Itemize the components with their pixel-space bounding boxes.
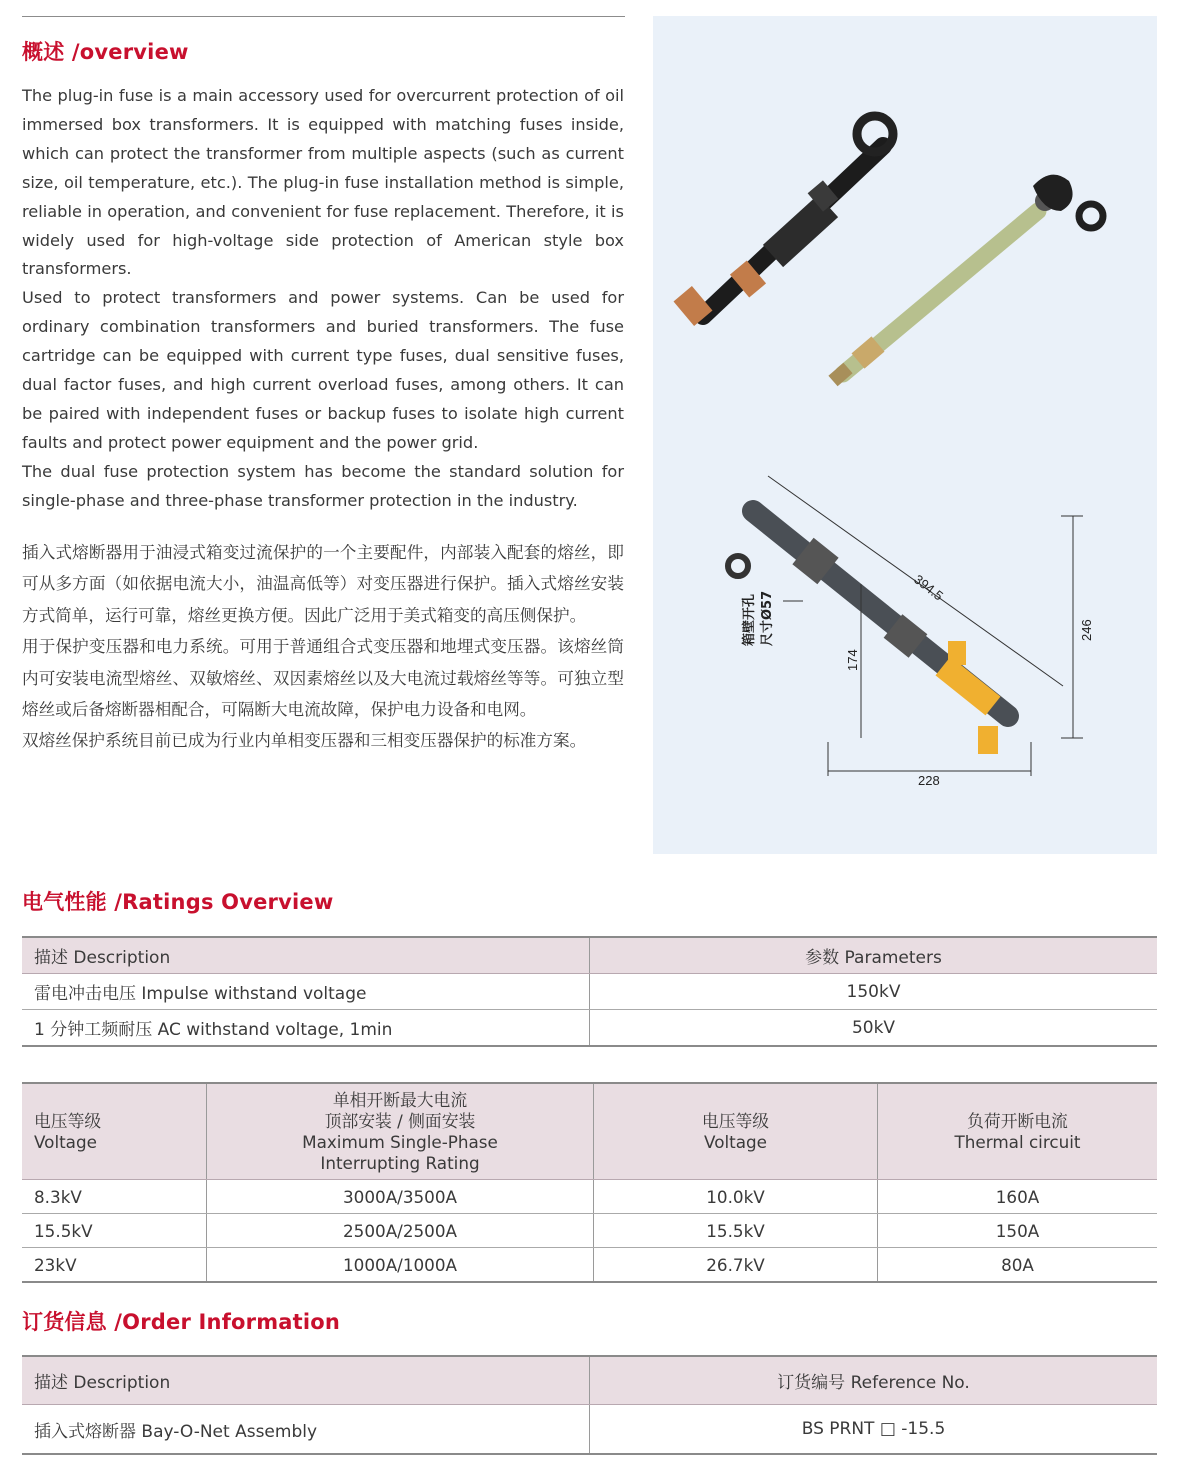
cell: 150A — [878, 1214, 1158, 1248]
table-row — [22, 1214, 1157, 1248]
en-paragraph: The plug-in fuse is a main accessory used for overcurrent protection of oil immersed box transformers. It is equipped with matching fuses inside, which can protect the transformer from multiple aspects (such as current size, oil temperature, etc.). The plug-in fuse installation method is simple, reliable in operation, and convenient for fuse replacement. Therefore, it is widely used for high-voltage side protection of American style box transformers. — [22, 86, 624, 279]
en-paragraph: The dual fuse protection system has become the standard solution for single-phase and three-phase transformer protection in the industry. — [22, 461, 624, 510]
header-line: Voltage — [34, 1131, 97, 1152]
header-voltage — [22, 1083, 207, 1180]
cell: 23kV — [34, 1254, 77, 1275]
cell: 26.7kV — [594, 1248, 878, 1283]
cell: BS PRNT □ -15.5 — [590, 1405, 1158, 1455]
product-figure — [653, 16, 1157, 854]
header-line: Thermal circuit — [954, 1131, 1081, 1152]
header-line: 电压等级 — [34, 1110, 102, 1131]
table-header-row — [22, 937, 1157, 974]
overview-heading: 概述 /overview — [22, 40, 189, 64]
ratings-heading: 电气性能 /Ratings Overview — [22, 890, 334, 914]
header-max-interrupting — [207, 1083, 594, 1180]
cell: 15.5kV — [22, 1214, 207, 1248]
interrupting-rating-table — [22, 1082, 1157, 1283]
overview-chinese-text — [22, 537, 624, 757]
table-row — [22, 1180, 1157, 1214]
ratings-table — [22, 936, 1157, 1047]
black-fuse-holder-image — [674, 116, 893, 326]
cell: 插入式熔断器 Bay-O-Net Assembly — [34, 1421, 318, 1442]
wall-hole-label-2: 尺寸Ø57 — [760, 590, 775, 646]
dimension-drawing — [728, 476, 1083, 776]
header-line: 电压等级 — [701, 1110, 770, 1131]
cell: 1 分钟工频耐压 AC withstand voltage, 1min — [34, 1020, 393, 1040]
header-line: 顶部安装 / 侧面安装 — [324, 1110, 476, 1131]
header-description: 描述 Description — [22, 937, 590, 974]
cn-paragraph: 用于保护变压器和电力系统。可用于普通组合式变压器和地埋式变压器。该熔丝筒内可安装电流型熔丝、双敏熔丝、双因素熔丝以及大电流过载熔丝等等。可独立型熔丝或后备熔断器相配合，可隔断大电流故障，保护电力设备和电网。 — [22, 637, 624, 720]
cell: 50kV — [590, 1010, 1158, 1047]
cell: 160A — [878, 1180, 1158, 1214]
header-parameters: 参数 Parameters — [590, 937, 1158, 974]
header-line: 负荷开断电流 — [967, 1110, 1068, 1131]
table-row — [22, 1248, 1157, 1283]
table-row — [22, 974, 1157, 1010]
en-paragraph: Used to protect transformers and power systems. Can be used for ordinary combination transformers and buried transformers. The fuse cartridge can be equipped with current type fuses, dual sensitive fuses, dual factor fuses, and high current overload fuses, among others. It can be paired with independent fuses or backup fuses to isolate high current faults and protect power equipment and the power grid. — [22, 288, 624, 452]
table-row — [22, 1010, 1157, 1047]
wall-hole-label-1: 箱壁开孔 — [742, 593, 757, 646]
dim-vertical-right-label: 246 — [1079, 619, 1094, 641]
cell: 150kV — [590, 974, 1158, 1010]
table-row — [22, 1405, 1157, 1455]
order-table — [22, 1355, 1157, 1455]
dim-vertical-inner-label: 174 — [845, 649, 860, 671]
table-header-row — [22, 1356, 1157, 1405]
cell: 1000A/1000A — [207, 1248, 594, 1283]
cell: 8.3kV — [22, 1180, 207, 1214]
header-reference: 订货编号 Reference No. — [590, 1356, 1158, 1405]
dim-horizontal-label: 228 — [918, 773, 940, 788]
cell: 10.0kV — [594, 1180, 878, 1214]
header-line: Maximum Single-Phase — [302, 1131, 498, 1152]
header-line: 单相开断最大电流 — [332, 1089, 468, 1110]
green-fuse-holder-image — [833, 175, 1103, 381]
cell: 2500A/2500A — [207, 1214, 594, 1248]
header-thermal-circuit — [878, 1083, 1158, 1180]
top-rule — [22, 16, 625, 17]
cell: 雷电冲击电压 Impulse withstand voltage — [22, 974, 590, 1010]
cell: 80A — [878, 1248, 1158, 1283]
cell: 3000A/3500A — [207, 1180, 594, 1214]
header-line: Voltage — [704, 1131, 767, 1152]
table-header-row — [22, 1083, 1157, 1180]
header-voltage-2 — [594, 1083, 878, 1180]
cell: 15.5kV — [594, 1214, 878, 1248]
header-line: Interrupting Rating — [320, 1152, 480, 1173]
overview-english-text — [22, 82, 624, 516]
cn-paragraph: 插入式熔断器用于油浸式箱变过流保护的一个主要配件，内部装入配套的熔丝，即可从多方面（如依据电流大小，油温高低等）对变压器进行保护。插入式熔丝安装方式简单，运行可靠，熔丝更换方便。因此广泛用于美式箱变的高压侧保护。 — [22, 543, 624, 625]
order-heading: 订货信息 /Order Information — [22, 1310, 341, 1334]
product-illustration — [653, 16, 1157, 854]
cn-paragraph: 双熔丝保护系统目前已成为行业内单相变压器和三相变压器保护的标准方案。 — [22, 731, 587, 751]
header-description: 描述 Description — [22, 1356, 590, 1405]
dim-diagonal-label: 394.5 — [911, 571, 947, 604]
